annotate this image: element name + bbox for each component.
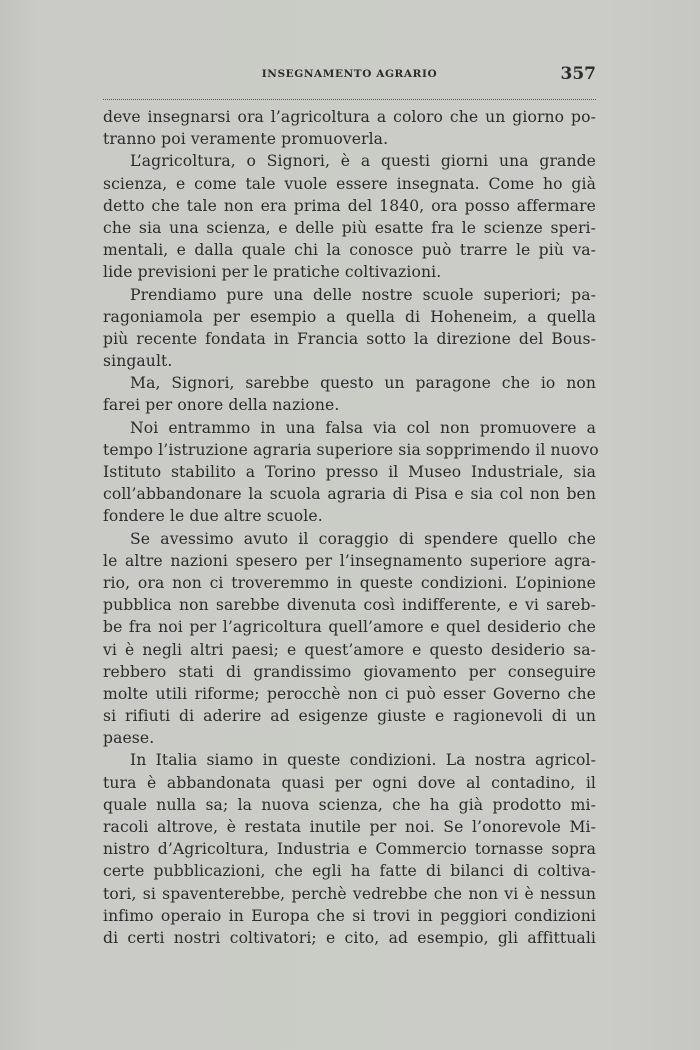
text-line: quale nulla sa; la nuova scienza, che ha già prodotto mi- (103, 795, 596, 814)
text-line: mentali, e dalla quale chi la conosce può trarre le più va- (103, 241, 596, 260)
text-line: Noi entrammo in una falsa via col non promuovere a (130, 418, 596, 437)
text-line: infimo operaio in Europa che si trovi in peggiori condizioni (103, 906, 596, 925)
text-line: Se avessimo avuto il coraggio di spendere quello che (130, 529, 596, 548)
body-text (103, 106, 599, 949)
text-line: deve insegnarsi ora l’agricoltura a coloro che un giorno po- (103, 108, 596, 126)
text-line: tranno poi veramente promuoverla. (103, 130, 389, 149)
text-line: paese. (103, 729, 155, 748)
text-line: ragoniamola per esempio a quella di Hoheneim, a quella (103, 307, 596, 326)
text-line: vi è negli altri paesi; e quest’amore e questo desiderio sa- (103, 640, 596, 659)
text-line: tempo l’istruzione agraria superiore sia sopprimendo il nuovo (103, 440, 599, 459)
text-line: più recente fondata in Francia sotto la direzione del Bous- (103, 329, 596, 348)
text-line: be fra noi per l’agricoltura quell’amore e quel desiderio che (103, 618, 596, 637)
text-line: Prendiamo pure una delle nostre scuole superiori; pa- (130, 285, 596, 304)
text-line: che sia una scienza, e delle più esatte fra le scienze speri- (103, 218, 596, 237)
text-line: farei per onore della nazione. (103, 396, 340, 415)
text-line: tura è abbandonata quasi per ogni dove al contadino, il (103, 773, 596, 792)
text-line: lide previsioni per le pratiche coltivazioni. (103, 263, 442, 282)
text-line: rio, ora non ci troveremmo in queste condizioni. L’opinione (103, 573, 596, 592)
text-line: nistro d’Agricoltura, Industria e Commercio tornasse sopra (103, 840, 596, 859)
text-line: tori, si spaventerebbe, perchè vedrebbe che non vi è nessun (103, 884, 596, 903)
page-number: 357 (560, 64, 596, 84)
text-line: Istituto stabilito a Torino presso il Museo Industriale, sia (103, 463, 596, 481)
text-line: singault. (103, 352, 173, 371)
header-rule (103, 99, 596, 100)
text-line: fondere le due altre scuole. (103, 507, 323, 526)
text-line: L’agricoltura, o Signori, è a questi giorni una grande (130, 152, 596, 171)
text-line: scienza, e come tale vuole essere insegnata. Come ho già (103, 174, 596, 193)
text-line: molte utili riforme; perocchè non ci può esser Governo che (103, 684, 596, 703)
text-line: detto che tale non era prima del 1840, ora posso affermare (103, 196, 596, 215)
text-line: di certi nostri coltivatori; e cito, ad esempio, gli affittuali (103, 928, 596, 947)
text-line: certe pubblicazioni, che egli ha fatte di bilanci di coltiva- (103, 862, 596, 881)
text-line: pubblica non sarebbe divenuta così indifferente, e vi sareb- (103, 596, 596, 615)
text-line: coll’abbandonare la scuola agraria di Pisa e sia col non ben (103, 485, 596, 504)
text-line: rebbero stati di grandissimo giovamento per conseguire (103, 662, 596, 681)
running-title: INSEGNAMENTO AGRARIO (261, 68, 438, 80)
text-line: racoli altrove, è restata inutile per noi. Se l’onorevole Mi- (103, 818, 596, 836)
text-line: In Italia siamo in queste condizioni. La nostra agricol- (130, 751, 596, 770)
text-line: le altre nazioni spesero per l’insegnamento superiore agra- (103, 551, 596, 570)
page-header (103, 64, 596, 86)
text-line: Ma, Signori, sarebbe questo un paragone che io non (130, 374, 596, 393)
text-line: si rifiuti di aderire ad esigenze giuste e ragionevoli di un (103, 707, 596, 726)
